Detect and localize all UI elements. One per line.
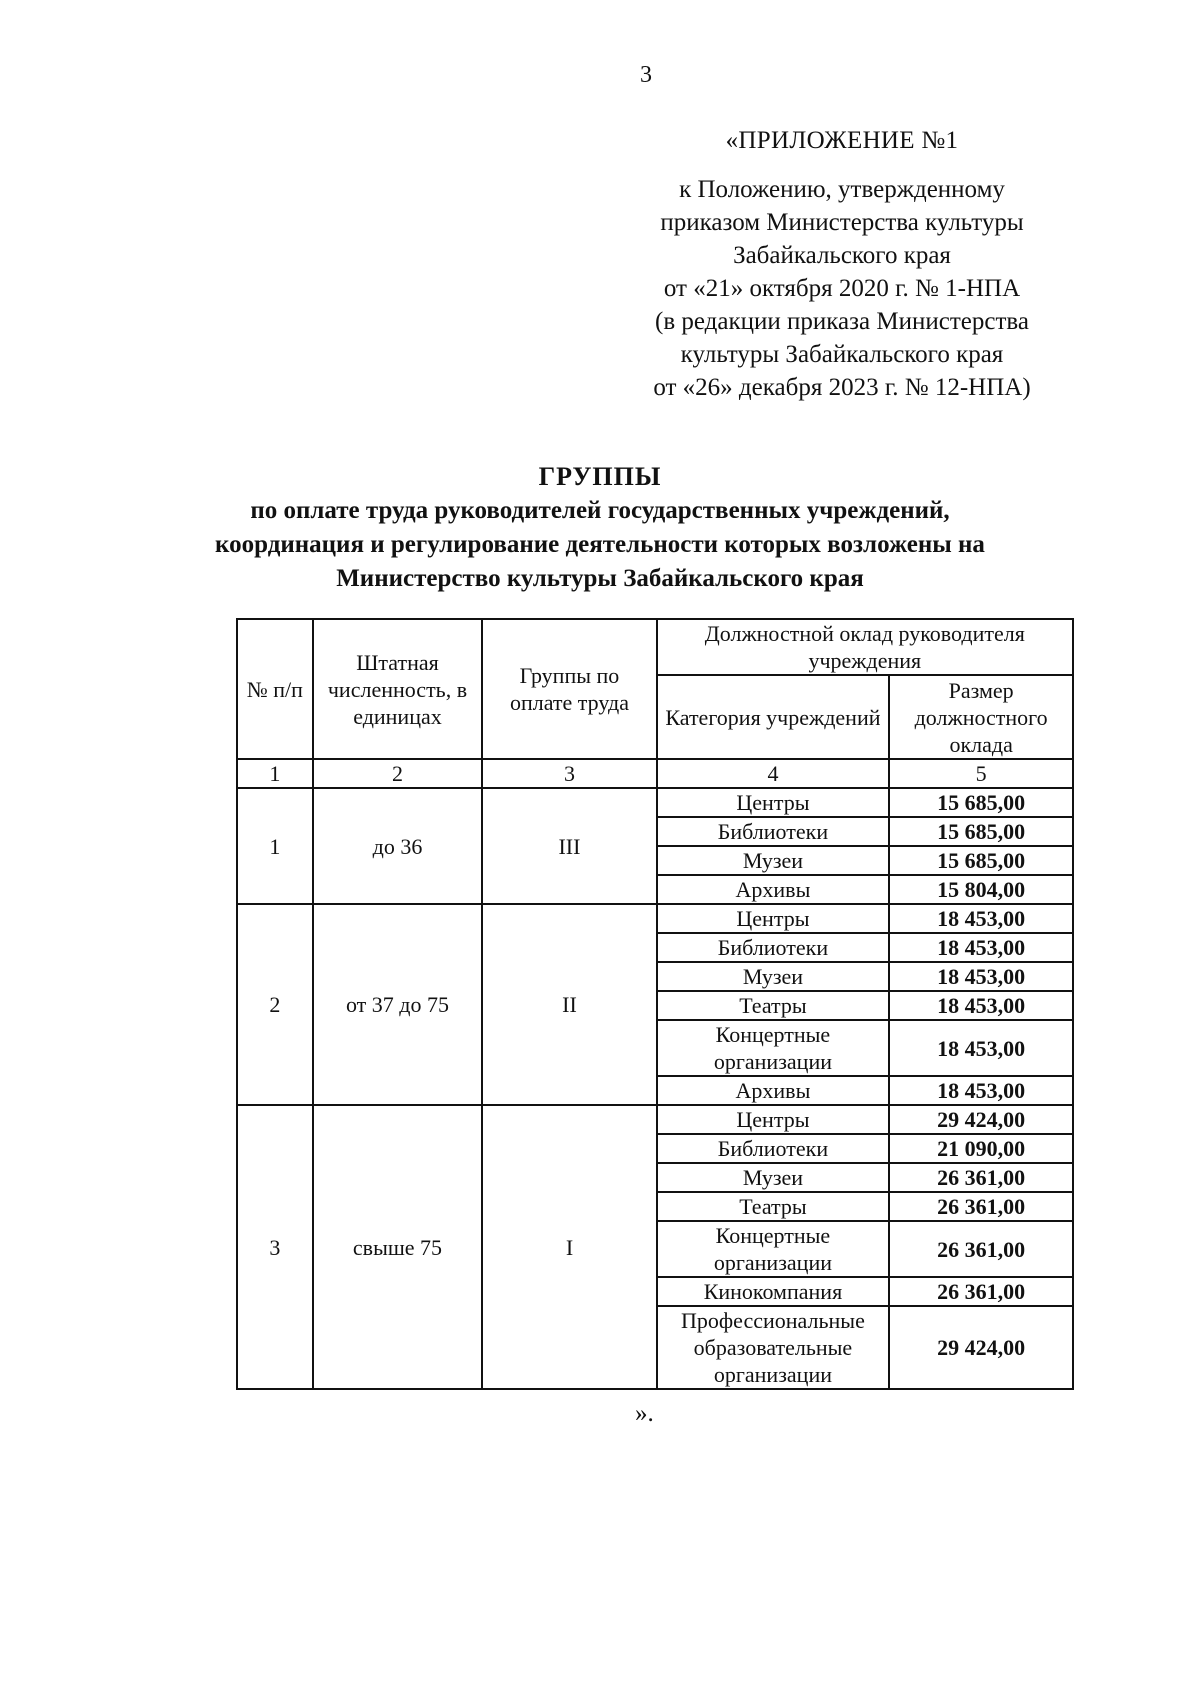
appendix-heading: «ПРИЛОЖЕНИЕ №1 <box>725 127 959 154</box>
amount-cell: 15 685,00 <box>889 788 1073 817</box>
table-row <box>237 904 1073 933</box>
amount-cell: 26 361,00 <box>889 1221 1073 1277</box>
header-category: Категория учреждений <box>657 675 890 759</box>
appendix-line: приказом Министерства культуры <box>660 209 1024 236</box>
category-cell: Библиотеки <box>657 1134 890 1163</box>
title-subline: Министерство культуры Забайкальского края <box>336 565 864 592</box>
group-staff: до 36 <box>313 788 483 904</box>
amount-cell: 15 685,00 <box>889 846 1073 875</box>
category-cell: Музеи <box>657 962 890 991</box>
appendix-line: Забайкальского края <box>733 242 951 269</box>
group-pay-group: III <box>482 788 656 904</box>
category-cell: Театры <box>657 1192 890 1221</box>
category-cell: Центры <box>657 1105 890 1134</box>
amount-cell: 26 361,00 <box>889 1277 1073 1306</box>
amount-cell: 29 424,00 <box>889 1306 1073 1389</box>
category-cell: Библиотеки <box>657 817 890 846</box>
category-cell: Музеи <box>657 846 890 875</box>
title-subline: координация и регулирование деятельности которых возложены на <box>215 531 985 558</box>
group-num: 3 <box>237 1105 313 1389</box>
group-pay-group: II <box>482 904 656 1105</box>
page-number: 3 <box>640 62 652 88</box>
amount-cell: 18 453,00 <box>889 1020 1073 1076</box>
column-number: 3 <box>482 759 656 788</box>
header-num: № п/п <box>237 619 313 759</box>
appendix-line: от «26» декабря 2023 г. № 12-НПА) <box>653 374 1031 401</box>
header-staff: Штатная численность, в единицах <box>313 619 483 759</box>
table-row <box>237 788 1073 817</box>
appendix-line: от «21» октября 2020 г. № 1-НПА <box>663 275 1021 302</box>
amount-cell: 18 453,00 <box>889 962 1073 991</box>
amount-cell: 26 361,00 <box>889 1192 1073 1221</box>
amount-cell: 18 453,00 <box>889 991 1073 1020</box>
appendix-line: (в редакции приказа Министерства <box>655 308 1029 335</box>
category-cell: Концертные организации <box>657 1221 890 1277</box>
amount-cell: 18 453,00 <box>889 933 1073 962</box>
amount-cell: 26 361,00 <box>889 1163 1073 1192</box>
category-cell: Центры <box>657 788 890 817</box>
group-staff: свыше 75 <box>313 1105 483 1389</box>
header-group: Группы по оплате труда <box>482 619 656 759</box>
group-pay-group: I <box>482 1105 656 1389</box>
header-salary-group: Должностной оклад руководителя учреждения <box>657 619 1073 675</box>
column-number-row <box>237 759 1073 788</box>
header-amount: Размер должностного оклада <box>889 675 1073 759</box>
appendix-line: к Положению, утвержденному <box>679 176 1005 203</box>
title-main: ГРУППЫ <box>538 462 662 491</box>
column-number: 4 <box>657 759 890 788</box>
column-number: 2 <box>313 759 483 788</box>
closing-quote: ». <box>635 1400 654 1427</box>
category-cell: Театры <box>657 991 890 1020</box>
amount-cell: 18 453,00 <box>889 904 1073 933</box>
category-cell: Архивы <box>657 1076 890 1105</box>
amount-cell: 15 804,00 <box>889 875 1073 904</box>
category-cell: Кинокомпания <box>657 1277 890 1306</box>
category-cell: Архивы <box>657 875 890 904</box>
salary-groups-table <box>236 618 1074 1390</box>
category-cell: Концертные организации <box>657 1020 890 1076</box>
category-cell: Центры <box>657 904 890 933</box>
group-num: 1 <box>237 788 313 904</box>
group-num: 2 <box>237 904 313 1105</box>
table-body <box>237 788 1073 1389</box>
column-number: 5 <box>889 759 1073 788</box>
amount-cell: 29 424,00 <box>889 1105 1073 1134</box>
amount-cell: 18 453,00 <box>889 1076 1073 1105</box>
column-number: 1 <box>237 759 313 788</box>
amount-cell: 21 090,00 <box>889 1134 1073 1163</box>
group-staff: от 37 до 75 <box>313 904 483 1105</box>
table-header <box>237 619 1073 788</box>
appendix-line: культуры Забайкальского края <box>680 341 1004 368</box>
category-cell: Библиотеки <box>657 933 890 962</box>
table-row <box>237 1105 1073 1134</box>
amount-cell: 15 685,00 <box>889 817 1073 846</box>
title-subline: по оплате труда руководителей государственных учреждений, <box>250 497 950 524</box>
category-cell: Музеи <box>657 1163 890 1192</box>
appendix-block <box>612 124 1072 404</box>
category-cell: Профессиональные образовательные организации <box>657 1306 890 1389</box>
document-title <box>150 460 1050 596</box>
